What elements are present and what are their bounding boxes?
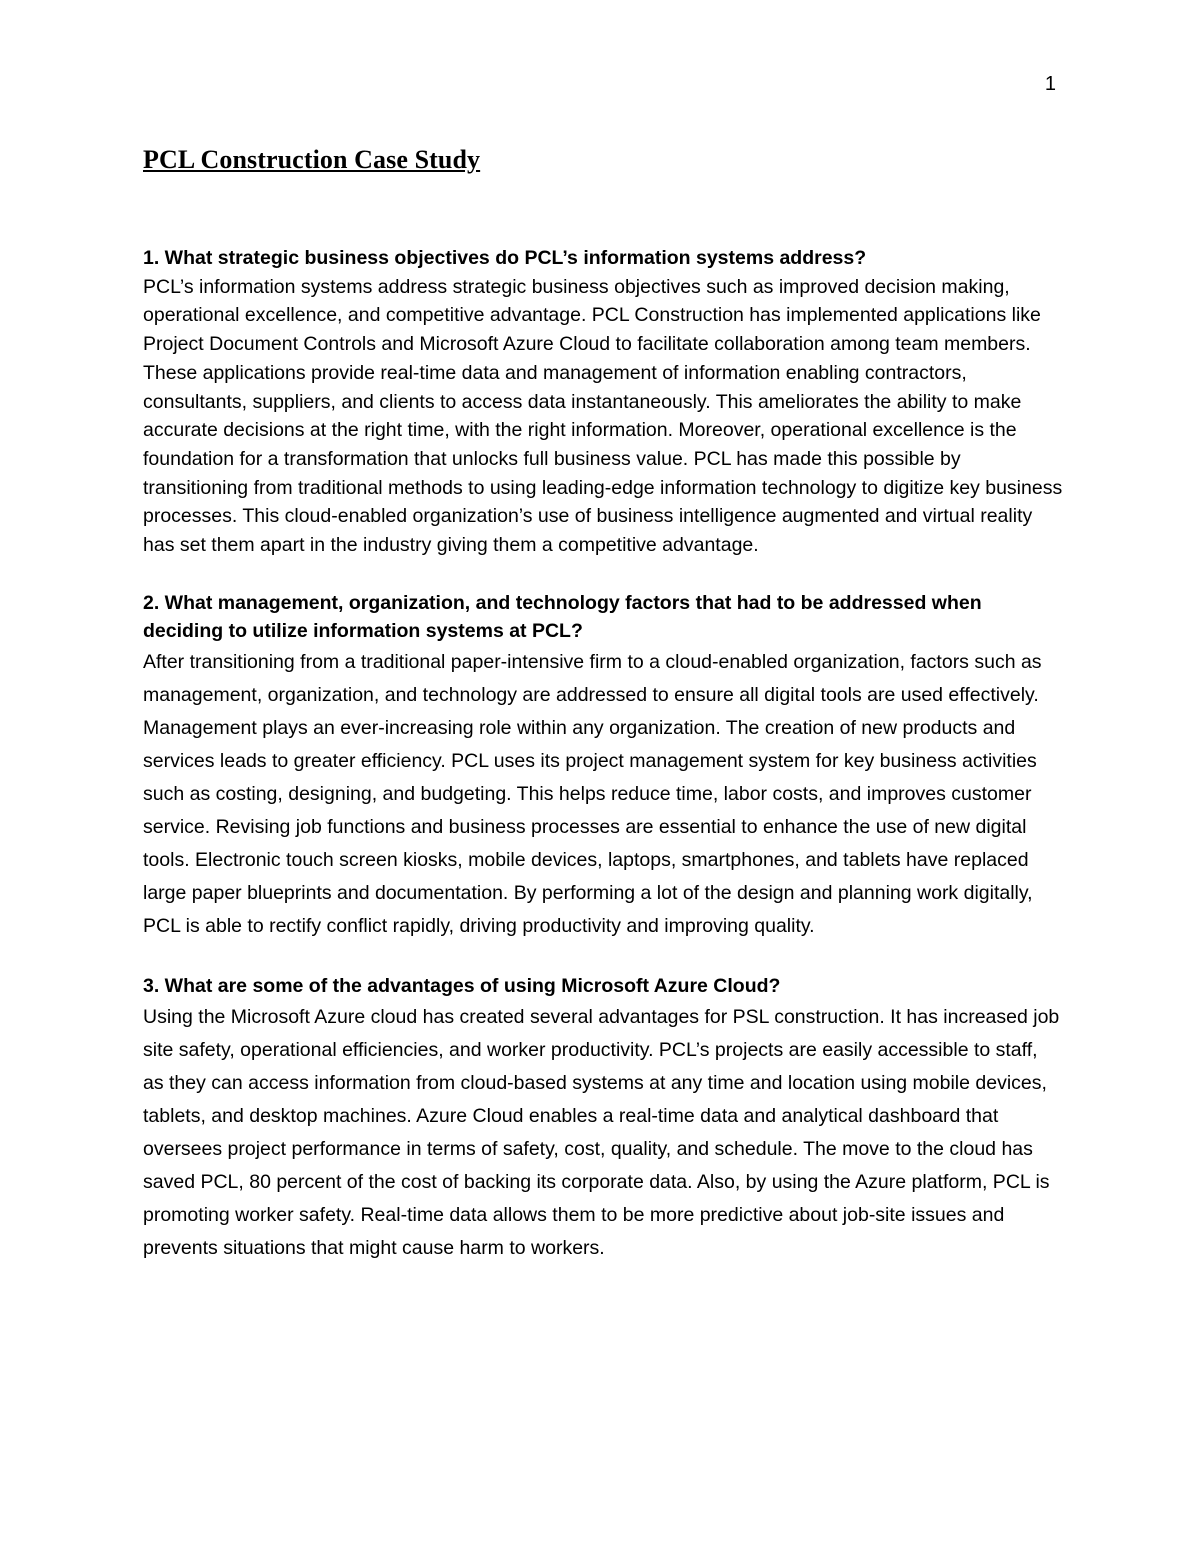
- question-heading: 2. What management, organization, and technology factors that had to be addressed when deciding to utilize information systems at PCL?: [143, 591, 982, 643]
- section-1: [143, 244, 1063, 560]
- document-title: PCL Construction Case Study: [143, 145, 481, 174]
- section-3: [143, 972, 1063, 1265]
- answer-paragraph: After transitioning from a traditional paper-intensive firm to a cloud-enabled organization, factors such as management, organization, and technology are addressed to ensure all digital tools are used effectively. Management plays an ever-increasing role within any organization. The creation of new products and services leads to greater efficiency. PCL uses its project management system for key business activities such as costing, designing, and budgeting. This helps reduce time, labor costs, and improves customer service. Revising job functions and business processes are essential to enhance the use of new digital tools. Electronic touch screen kiosks, mobile devices, laptops, smartphones, and tablets have replaced large paper blueprints and documentation. By performing a lot of the design and planning work digitally, PCL is able to rectify conflict rapidly, driving productivity and improving quality.: [143, 651, 1042, 938]
- page-number: 1: [1044, 73, 1056, 95]
- question-heading: 3. What are some of the advantages of using Microsoft Azure Cloud?: [143, 975, 781, 998]
- answer-paragraph: PCL’s information systems address strategic business objectives such as improved decision making, operational excellence, and competitive advantage. PCL Construction has implemented applications like Project Document Controls and Microsoft Azure Cloud to facilitate collaboration among team members. These applications provide real-time data and management of information enabling contractors, consultants, suppliers, and clients to access data instantaneously. This ameliorates the ability to make accurate decisions at the right time, with the right information. Moreover, operational excellence is the foundation for a transformation that unlocks full business value. PCL has made this possible by transitioning from traditional methods to using leading-edge information technology to digitize key business processes. This cloud-enabled organization’s use of business intelligence augmented and virtual reality has set them apart in the industry giving them a competitive advantage.: [143, 275, 1063, 557]
- document-body: [143, 140, 1063, 1294]
- answer-paragraph: Using the Microsoft Azure cloud has created several advantages for PSL construction. It has increased job site safety, operational efficiencies, and worker productivity. PCL’s projects are easily accessible to staff, as they can access information from cloud-based systems at any time and location using mobile devices, tablets, and desktop machines. Azure Cloud enables a real-time data and analytical dashboard that oversees project performance in terms of safety, cost, quality, and schedule. The move to the cloud has saved PCL, 80 percent of the cost of backing its corporate data. Also, by using the Azure platform, PCL is promoting worker safety. Real-time data allows them to be more predictive about job-site issues and prevents situations that might cause harm to workers.: [143, 1005, 1060, 1259]
- section-2: [143, 589, 1063, 943]
- question-heading: 1. What strategic business objectives do PCL’s information systems address?: [143, 247, 867, 269]
